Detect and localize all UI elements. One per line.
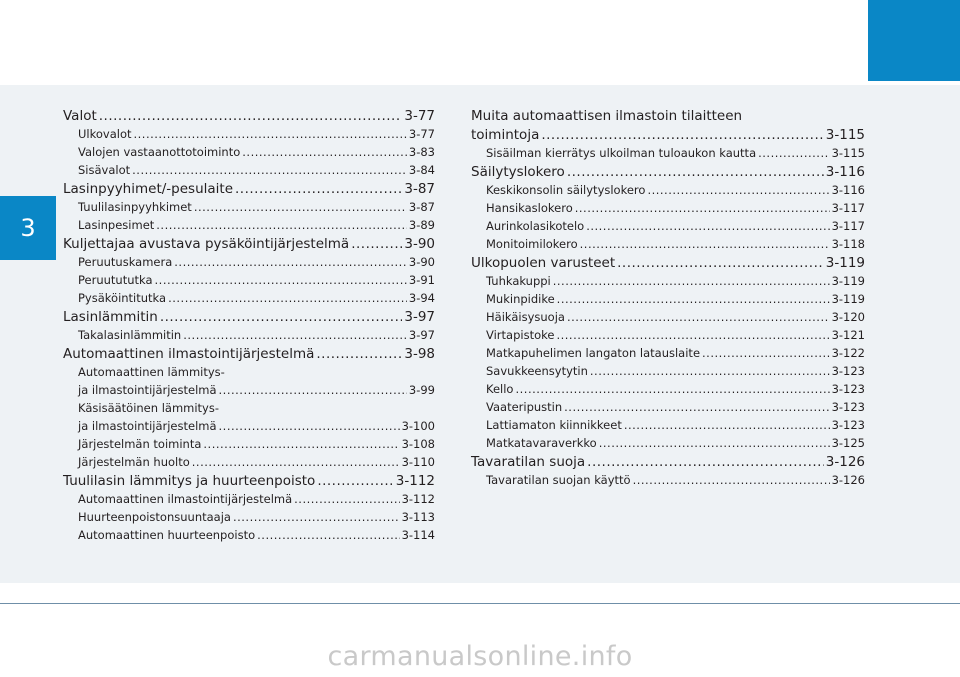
toc-entry-page: 3-122 [831,346,865,360]
toc-entry-page: 3-116 [831,183,865,197]
toc-entry[interactable] [471,235,865,253]
toc-entry-page: 3-100 [401,419,435,433]
toc-entry-page: 3-112 [401,492,435,506]
dot-leader [590,362,830,380]
toc-entry-page: 3-123 [831,364,865,378]
toc-entry-title: Huurteenpoistonsuuntaaja [78,510,231,524]
toc-entry-page: 3-123 [831,418,865,432]
dot-leader [758,144,829,162]
toc-entry-page: 3-90 [404,236,435,252]
toc-entry[interactable] [471,344,865,362]
toc-entry[interactable] [63,472,435,490]
toc-entry[interactable] [471,181,865,199]
dot-leader [219,381,407,399]
toc-entry-title: Valojen vastaanottotoiminto [78,145,241,159]
toc-entry[interactable] [471,199,865,217]
toc-entry-title: Savukkeensytytin [486,364,588,378]
toc-entry[interactable] [63,125,435,143]
toc-entry-title: Automaattinen ilmastointijärjestelmä [78,492,293,506]
toc-entry[interactable] [63,508,435,526]
toc-entry-page: 3-123 [831,382,865,396]
toc-entry-title: Ulkopuolen varusteet [471,255,616,271]
toc-entry[interactable] [63,198,435,216]
dot-leader [624,416,830,434]
toc-entry[interactable] [63,453,435,471]
toc-entry-line[interactable]: Käsisäätöinen lämmitys- [78,401,220,415]
dot-leader [183,326,407,344]
toc-entry[interactable] [63,490,435,508]
toc-entry[interactable] [63,143,435,161]
toc-entry[interactable] [471,398,865,416]
toc-entry-title: Virtapistoke [486,328,555,342]
toc-entry-page: 3-120 [831,310,865,324]
bottom-rule [0,603,960,604]
toc-entry-title: Peruutututka [78,273,153,287]
toc-entry-title: Hansikaslokero [486,201,573,215]
toc-entry-line[interactable]: Automaattinen lämmitys- [78,365,225,379]
dot-leader [587,453,824,471]
dot-leader [257,526,399,544]
toc-entry-page: 3-84 [408,163,435,177]
toc-entry-title: Takalasinlämmitin [78,328,182,342]
dot-leader [702,344,830,362]
dot-leader [99,107,403,125]
toc-entry-title: Lasinpesimet [78,218,155,232]
dot-leader [134,125,407,143]
corner-block [868,0,960,81]
toc-entry-title: Peruutuskamera [78,255,173,269]
toc-entry-page: 3-98 [404,346,435,362]
toc-entry-title: Automaattinen ilmastointijärjestelmä [63,346,315,362]
toc-entry[interactable] [471,434,865,452]
toc-entry[interactable] [471,380,865,398]
toc-entry-title: Sisäilman kierrätys ulkoilman tuloaukon kautta [486,146,757,160]
toc-entry[interactable] [63,289,435,307]
dot-leader [564,398,829,416]
dot-leader [633,471,830,489]
toc-entry[interactable] [63,253,435,271]
toc-entry-title: Pysäköintitutka [78,291,167,305]
top-band [0,0,960,85]
dot-leader [557,290,830,308]
toc-entry-title: toimintoja [471,127,540,143]
toc-entry-title: Järjestelmän toiminta [78,437,202,451]
toc-entry[interactable] [63,435,435,453]
toc-entry-page: 3-115 [825,127,865,143]
toc-entry-title: Keskikonsolin säilytyslokero [486,183,646,197]
toc-entry[interactable] [471,471,865,489]
dot-leader [233,508,400,526]
toc-entry-title: Tuulilasin lämmitys ja huurteenpoisto [63,473,316,489]
toc-entry-page: 3-87 [404,181,435,197]
toc-entry[interactable] [63,308,435,326]
dot-leader [575,199,830,217]
toc-entry[interactable] [471,416,865,434]
toc-entry[interactable] [63,381,435,399]
toc-entry-page: 3-83 [408,145,435,159]
toc-entry-title: Lattiamaton kiinnikkeet [486,418,622,432]
dot-leader [132,161,407,179]
toc-entry-line[interactable]: Muita automaattisen ilmastoin tilaitteen [471,108,743,124]
toc-entry-page: 3-97 [408,328,435,342]
toc-entry-title: Tavaratilan suoja [471,454,586,470]
toc-entry-title: Tuulilasinpyyhkimet [78,200,192,214]
toc-entry[interactable] [63,235,435,253]
toc-entry-title: ja ilmastointijärjestelmä [78,383,217,397]
toc-entry-page: 3-115 [831,146,865,160]
toc-entry-title: Säilytyslokero [471,164,565,180]
dot-leader [242,143,407,161]
toc-entry-page: 3-117 [831,201,865,215]
toc-entry-page: 3-99 [408,383,435,397]
toc-entry-title: Häikäisysuoja [486,310,565,324]
dot-leader [316,345,402,363]
toc-entry[interactable] [63,345,435,363]
toc-entry-page: 3-90 [408,255,435,269]
toc-entry-title: Kuljettajaa avustava pysäköintijärjestelmä [63,236,350,252]
dot-leader [192,453,400,471]
toc-column-left [63,106,435,544]
toc-entry-page: 3-119 [825,255,865,271]
dot-leader [174,253,407,271]
chapter-tab [0,196,56,260]
toc-entry-title: Mukinpidike [486,292,555,306]
toc-entry-page: 3-87 [408,200,435,214]
toc-entry[interactable] [471,453,865,471]
toc-entry-title: Vaateripustin [486,400,563,414]
toc-entry-page: 3-121 [831,328,865,342]
toc-entry-page: 3-91 [408,273,435,287]
toc-entry[interactable] [471,362,865,380]
dot-leader [599,434,830,452]
toc-entry-page: 3-110 [401,455,435,469]
dot-leader [567,163,824,181]
dot-leader [203,435,399,453]
toc-entry-title: Valot [63,108,97,124]
toc-entry-title: Tuhkakuppi [486,274,551,288]
dot-leader [556,326,829,344]
toc-entry-page: 3-77 [408,127,435,141]
toc-entry-page: 3-119 [831,292,865,306]
dot-leader [294,490,399,508]
toc-entry-title: Ulkovalot [78,127,132,141]
watermark: carmanualsonline.info [327,641,633,672]
dot-leader [515,380,829,398]
toc-entry-page: 3-117 [831,219,865,233]
dot-leader [317,472,393,490]
dot-leader [567,308,830,326]
toc-entry-title: Automaattinen huurteenpoisto [78,528,256,542]
toc-entry-title: Lasinpyyhimet/-pesulaite [63,181,233,197]
toc-entry-title: ja ilmastointijärjestelmä [78,419,217,433]
dot-leader [586,217,829,235]
toc-entry[interactable] [63,326,435,344]
toc-entry-page: 3-123 [831,400,865,414]
dot-leader [617,254,824,272]
toc-entry-page: 3-112 [395,473,435,489]
toc-entry[interactable] [63,271,435,289]
dot-leader [541,126,823,144]
dot-leader [219,417,400,435]
toc-entry-title: Järjestelmän huolto [78,455,190,469]
toc-entry[interactable] [471,254,865,272]
toc-entry[interactable] [63,417,435,435]
toc-entry[interactable] [471,272,865,290]
toc-entry[interactable] [63,107,435,125]
toc-entry-page: 3-126 [825,454,865,470]
toc-entry-title: Matkapuhelimen langaton latauslaite [486,346,701,360]
toc-entry-page: 3-77 [404,108,435,124]
dot-leader [156,216,407,234]
chapter-number: 3 [20,214,36,242]
toc-entry[interactable] [471,290,865,308]
toc-entry-title: Monitoimilokero [486,237,578,251]
toc-entry-page: 3-125 [831,436,865,450]
dot-leader [235,180,402,198]
toc-column-right [471,106,865,489]
dot-leader [647,181,829,199]
toc-entry-title: Kello [486,382,514,396]
toc-entry[interactable] [471,217,865,235]
toc-entry-title: Tavaratilan suojan käyttö [486,473,631,487]
dot-leader [155,271,407,289]
toc-entry-title: Matkatavaraverkko [486,436,597,450]
toc-entry[interactable] [63,161,435,179]
toc-entry-page: 3-108 [401,437,435,451]
dot-leader [351,235,402,253]
toc-entry[interactable] [471,326,865,344]
toc-entry[interactable] [63,180,435,198]
dot-leader [168,289,407,307]
toc-entry[interactable] [471,163,865,181]
toc-entry-page: 3-116 [825,164,865,180]
toc-entry-title: Sisävalot [78,163,131,177]
toc-entry[interactable] [471,126,865,144]
dot-leader [194,198,407,216]
toc-entry-page: 3-118 [831,237,865,251]
toc-entry-page: 3-94 [408,291,435,305]
toc-entry-page: 3-114 [401,528,435,542]
toc-entry-page: 3-97 [404,309,435,325]
toc-entry-page: 3-126 [831,473,865,487]
toc-entry[interactable] [63,526,435,544]
toc-entry-page: 3-113 [401,510,435,524]
toc-entry-title: Lasinlämmitin [63,309,158,325]
toc-entry[interactable] [471,308,865,326]
dot-leader [160,308,403,326]
toc-entry-page: 3-89 [408,218,435,232]
toc-entry[interactable] [63,216,435,234]
dot-leader [553,272,830,290]
toc-entry-page: 3-119 [831,274,865,288]
dot-leader [580,235,830,253]
toc-entry[interactable] [471,144,865,162]
toc-entry-title: Aurinkolasikotelo [486,219,585,233]
